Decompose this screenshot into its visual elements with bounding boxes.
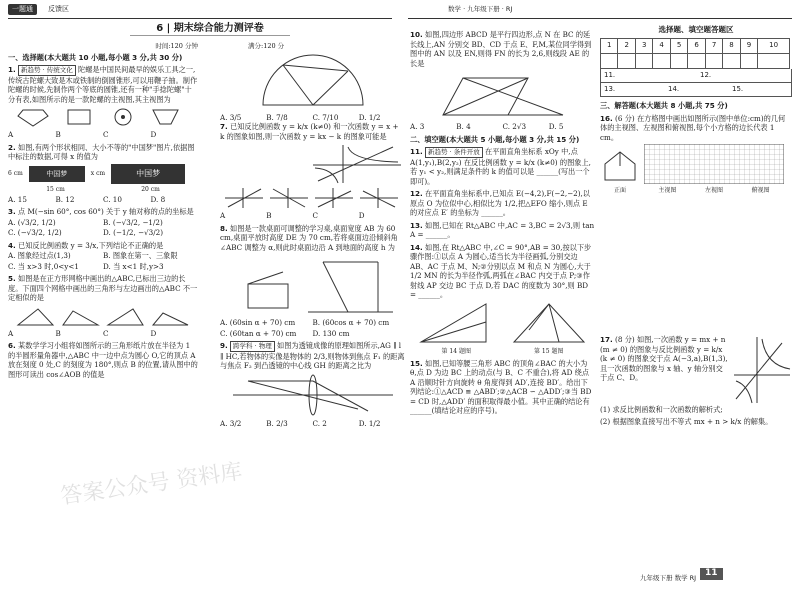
q6-option-c[interactable]: C. 7/10 xyxy=(312,112,339,122)
brand-badge: 一题通 xyxy=(8,4,37,15)
question-12: 12. 在平面直角坐标系中,已知点 E(−4,2),F(−2,−2),以原点 O 为位似中心,相似比为 1/2,把△EFO 缩小,则点 E 的对应点 E′ 的坐标为 ______。 xyxy=(410,189,590,218)
right-header-bar xyxy=(408,4,792,19)
q7-option-a[interactable]: A xyxy=(220,211,226,221)
question-8: 8. 如图是一款桌面可调整的学习桌,桌面宽度 AB 为 60 cm,桌面平放时高度 DE 为 70 cm,若将桌面边沿倾斜角∠ABC 调整为 α,则此时桌面边沿 A 到地面的高度 h 为 A. (60sin α + 70) cm B. (60cos α + 70) cm C. (60tan α + 70) cm D. 130 cm xyxy=(220,224,405,339)
answer-cell-2[interactable] xyxy=(618,53,635,68)
q17-figure xyxy=(732,335,792,405)
fill-blanks-row-1 xyxy=(600,69,792,83)
q8-option-a[interactable]: A. (60sin α + 70) cm xyxy=(220,318,296,328)
answer-cell-7[interactable] xyxy=(705,53,722,68)
question-2: 2. 如图,有两个形状相同、大小不等的"中国梦"图片,依据图中标注的数据,可得 x 的值为 6 cm 中国梦 x cm 中国梦 15 cm 20 cm A. 15 B. 12 C. 10 D. 8 xyxy=(8,143,198,204)
question-9: 9. 跨学科 · 物理 如图为透镜成像的原理如图所示,AG ∥ l ∥ HC,若物体的实像是物体的 2/3,则物体到焦点 F₁ 的距离与焦点 F₂ 到凸透镜的中心线 GH 的距离之比为 A. 3/2 B. 2/3 C. 2 D. 1/2 xyxy=(220,341,405,428)
q6-option-d[interactable]: D. 1/2 xyxy=(358,112,381,122)
q1-option-d[interactable]: D xyxy=(150,130,157,140)
q7-options-figure xyxy=(223,187,403,209)
section-1-heading: 一、选择题(本大题共 10 小题,每小题 3 分,共 30 分) xyxy=(8,52,183,62)
q2-option-d[interactable]: D. 8 xyxy=(150,194,166,204)
q7-figure xyxy=(223,143,403,185)
q3-option-b[interactable]: B. (−√3/2, −1/2) xyxy=(103,217,163,227)
left-header-bar xyxy=(8,4,392,19)
q6-option-b[interactable]: B. 7/8 xyxy=(266,112,288,122)
q8-option-c[interactable]: C. (60tan α + 70) cm xyxy=(220,328,297,338)
q10-option-c[interactable]: C. 2√3 xyxy=(502,122,527,131)
q17-sub-1: (1) 求反比例函数和一次函数的解析式; xyxy=(600,405,723,415)
q2-small-image: 中国梦 xyxy=(29,166,85,182)
q6-protractor-figure xyxy=(253,53,373,111)
q5-figure xyxy=(13,305,193,327)
q6-options xyxy=(220,113,405,123)
blank-11[interactable]: 11. xyxy=(604,70,616,79)
q5-option-a[interactable]: A xyxy=(8,328,14,338)
question-1: 1. 新趋势 · 传统文化 陀螺是中国民间最早的娱乐工具之一,传统古陀螺大致是木或铁制的倒圆锥形,可以用鞭子抽。制作陀螺的时候,先制作两个等底的圆锥,还有一种"手捻陀螺"十分有表,如图所示的是一款陀螺的主视图,其主视图为 A B C D xyxy=(8,65,198,140)
q1-option-b[interactable]: B xyxy=(55,130,61,140)
question-5: 5. 如图是在正方形网格中画出的△ABC,已标出三边的长度。下面四个网格中画出的三角形与左边画出的△ABC 不一定相似的是 A B C D xyxy=(8,274,198,338)
answer-cell-8[interactable] xyxy=(723,53,740,68)
question-6: 6. 某数学学习小组将如图所示的三角形纸片放在半径为 1 的半圆形量角器中,△ABC 中一边中点为圆心 O,它的顶点 A 放在刻度 0 处,C 的刻度为 180°,则点 B 的位置,请从图中的图形可读出 cos∠AOB 的值是 xyxy=(8,341,198,379)
answer-cell-1[interactable] xyxy=(601,53,618,68)
answer-cell-3[interactable] xyxy=(635,53,652,68)
q5-option-b[interactable]: B xyxy=(55,328,61,338)
section-3-heading: 三、解答题(本大题共 8 小题,共 75 分) xyxy=(600,101,728,111)
exam-full-score: 满分:120 分 xyxy=(248,42,285,50)
q1-tag: 新趋势 · 传统文化 xyxy=(18,65,76,76)
answer-grid: 1 2 3 4 5 6 7 8 9 10 xyxy=(600,38,790,69)
q1-option-a[interactable]: A xyxy=(8,130,14,140)
question-14: 14. 如图,在 Rt△ABC 中,∠C = 90°,AB = 30,按以下步骤作图:①以点 A 为圆心,适当长为半径画弧,分别交边 AB、AC 于点 M、N;②分别以点 M 和点 N 为圆心,大于 1/2 MN 的长为半径作弧,两弧在∠BAC 内交于点 P;③作射线 AP 交边 BC 于点 D,若 DAC 的度数为 30°,则 BD = ______。 第 14 题图 第 15 题图 xyxy=(410,243,595,356)
blank-13[interactable]: 13. xyxy=(604,85,616,94)
question-13: 13. 如图,已知在 Rt△ABC 中,AC = 3,BC = 2√3,则 tan A = ______。 xyxy=(410,220,595,240)
q14-figure xyxy=(416,300,496,346)
q1-option-c[interactable]: C xyxy=(103,130,109,140)
question-17: 17. (8 分) 如图,一次函数 y = mx + n (m ≠ 0) 的图象与反比例函数 y = k/x (k ≠ 0) 的图象交于点 A(−3,a),B(1,3),且一次函数的图象与 x 轴、y 轴分别交于点 C、D。 (1) 求反比例函数和一次函数的解析式; (2) 根据图象直接写出不等式 mx + n > k/x 的解集。 xyxy=(600,335,792,426)
section-2-heading: 二、填空题(本大题共 5 小题,每小题 3 分,共 15 分) xyxy=(410,134,580,144)
q10-figure xyxy=(438,70,568,120)
q2-large-image: 中国梦 xyxy=(111,164,185,184)
q4-option-a[interactable]: A. 图象经过点(1,3) xyxy=(8,251,71,261)
q7-option-b[interactable]: B xyxy=(266,211,272,221)
subject-label: 数学 · 九年级下册 · RJ xyxy=(448,5,513,13)
q2-option-a[interactable]: A. 15 xyxy=(8,194,27,204)
q9-option-d[interactable]: D. 1/2 xyxy=(358,418,381,428)
question-11: 11. 新趋势 · 条件开放 在平面直角坐标系 xOy 中,点 A(1,y₁),B(2,y₂) 在反比例函数 y = k/x (k≠0) 的图象上,若 y₁ < y₂,则满足条件的 k 的值可以是 ______(写出一个即可)。 xyxy=(410,147,591,186)
q14-q15-figures: 第 14 题图 第 15 题图 xyxy=(410,300,595,356)
q2-option-c[interactable]: C. 10 xyxy=(103,194,122,204)
page-number: 11 xyxy=(700,568,723,580)
fill-blanks-row-2 xyxy=(600,83,792,97)
column-1 xyxy=(8,42,198,382)
footer-text: 九年级下册 数学 RJ xyxy=(640,574,697,582)
q11-tag: 新趋势 · 条件开放 xyxy=(425,147,483,158)
q16-figures: 正面 主视图 左视图 俯视图 xyxy=(600,144,792,195)
answer-cell-9[interactable] xyxy=(740,53,757,68)
answer-area xyxy=(600,25,792,429)
answer-area-title: 选择题、填空题答题区 xyxy=(658,25,734,34)
q4-option-b[interactable]: B. 图象在第一、三象限 xyxy=(103,251,178,261)
exam-time: 时间:120 分钟 xyxy=(155,42,198,50)
q4-option-d[interactable]: D. 当 x<1 时,y>3 xyxy=(103,261,164,271)
q5-option-d[interactable]: D xyxy=(150,328,157,338)
page-title: 6 | 期末综合能力测评卷 xyxy=(130,22,290,36)
question-3: 3. 点 M(−sin 60°, cos 60°) 关于 y 轴对称的点的坐标是 A. (√3/2, 1/2) B. (−√3/2, −1/2) C. (−√3/2, 1/2) D. (−1/2, −√3/2) xyxy=(8,207,198,238)
answer-cell-4[interactable] xyxy=(653,53,670,68)
blank-15[interactable]: 15. xyxy=(732,85,744,94)
q7-option-d[interactable]: D xyxy=(358,211,365,221)
section-label: 反馈区 xyxy=(48,5,69,13)
q8-option-d[interactable]: D. 130 cm xyxy=(312,328,350,338)
watermark: 答案公众号 资料库 xyxy=(59,459,244,510)
q17-sub-2: (2) 根据图象直接写出不等式 mx + n > k/x 的解集。 xyxy=(600,416,773,426)
question-10: 10. 如图,四边形 ABCD 是平行四边形,点 N 在 BC 的延长线上,AN 分别交 BD、CD 于点 E、F,M,某位同学得到图中的 AN 以及 EN,则得 FN 的长为 2,6,则线段 AE 的长是 A. 3 B. 4 C. 2√3 D. 5 xyxy=(410,30,595,132)
blank-12[interactable]: 12. xyxy=(700,70,712,79)
q9-option-c[interactable]: C. 2 xyxy=(312,418,327,428)
q10-option-d[interactable]: D. 5 xyxy=(548,122,564,131)
q3-option-a[interactable]: A. (√3/2, 1/2) xyxy=(8,217,56,227)
q10-option-a[interactable]: A. 3 xyxy=(410,122,425,131)
answer-cell-5[interactable] xyxy=(670,53,687,68)
answer-cell-6[interactable] xyxy=(688,53,705,68)
q9-tag: 跨学科 · 物理 xyxy=(230,341,275,352)
question-4: 4. 已知反比例函数 y = 3/x,下列结论不正确的是 A. 图象经过点(1,3) B. 图象在第一、三象限 C. 当 x>3 时,0<y<1 D. 当 x<1 时,y>3 xyxy=(8,241,198,272)
q5-option-c[interactable]: C xyxy=(103,328,109,338)
q8-desk-figure xyxy=(228,254,398,316)
q15-figure xyxy=(509,300,589,346)
question-7: 7. 已知反比例函数 y = k/x (k≠0) 和一次函数 y = x + k 的图象如图,则一次函数 y = kx − k 的图象可能是 A B C D xyxy=(220,122,405,221)
blank-14[interactable]: 14. xyxy=(668,85,680,94)
q4-option-c[interactable]: C. 当 x>3 时,0<y<1 xyxy=(8,261,79,271)
q6-option-a[interactable]: A. 3/5 xyxy=(220,112,242,122)
question-15: 15. 如图,已知等腰三角形 ABC 的顶角∠BAC 的大小为 θ,点 D 为边 BC 上的动点(与 B、C 不重合),将 AD 绕点 A 沿顺时针方向旋转 θ 角度得到 AD′,连接 BD′。给出下列结论:①△ACD ≌ △ABD′;②△ACB ∽ △ADD′;③当 BD = CD 时,△ADD′ 的面积取得最小值。其中正确的结论有 ______(填结论对应的序号)。 xyxy=(410,358,592,416)
q2-figure: 6 cm 中国梦 x cm 中国梦 xyxy=(8,164,198,184)
q8-option-b[interactable]: B. (60cos α + 70) cm xyxy=(312,318,390,328)
q9-option-b[interactable]: B. 2/3 xyxy=(266,418,288,428)
q9-option-a[interactable]: A. 3/2 xyxy=(220,418,242,428)
answer-cell-10[interactable] xyxy=(758,53,790,68)
q9-lens-figure xyxy=(228,373,398,417)
question-16: 16. (6 分) 在方格图中画出如图所示(图中单位:cm)的几何体的主视图、左视图和俯视图,每个小方格的边长代表 1 cm。 正面 主视图 左视图 俯视图 xyxy=(600,114,792,195)
q3-option-d[interactable]: D. (−1/2, −√3/2) xyxy=(103,228,164,238)
q1-options-figure xyxy=(13,106,193,128)
q2-option-b[interactable]: B. 12 xyxy=(55,194,75,204)
column-3 xyxy=(410,30,595,419)
q16-solid-figure xyxy=(600,144,640,184)
column-2 xyxy=(220,42,405,431)
q3-option-c[interactable]: C. (−√3/2, 1/2) xyxy=(8,228,62,238)
q7-option-c[interactable]: C xyxy=(312,211,318,221)
q10-option-b[interactable]: B. 4 xyxy=(456,122,471,131)
q16-grid[interactable] xyxy=(644,144,784,184)
